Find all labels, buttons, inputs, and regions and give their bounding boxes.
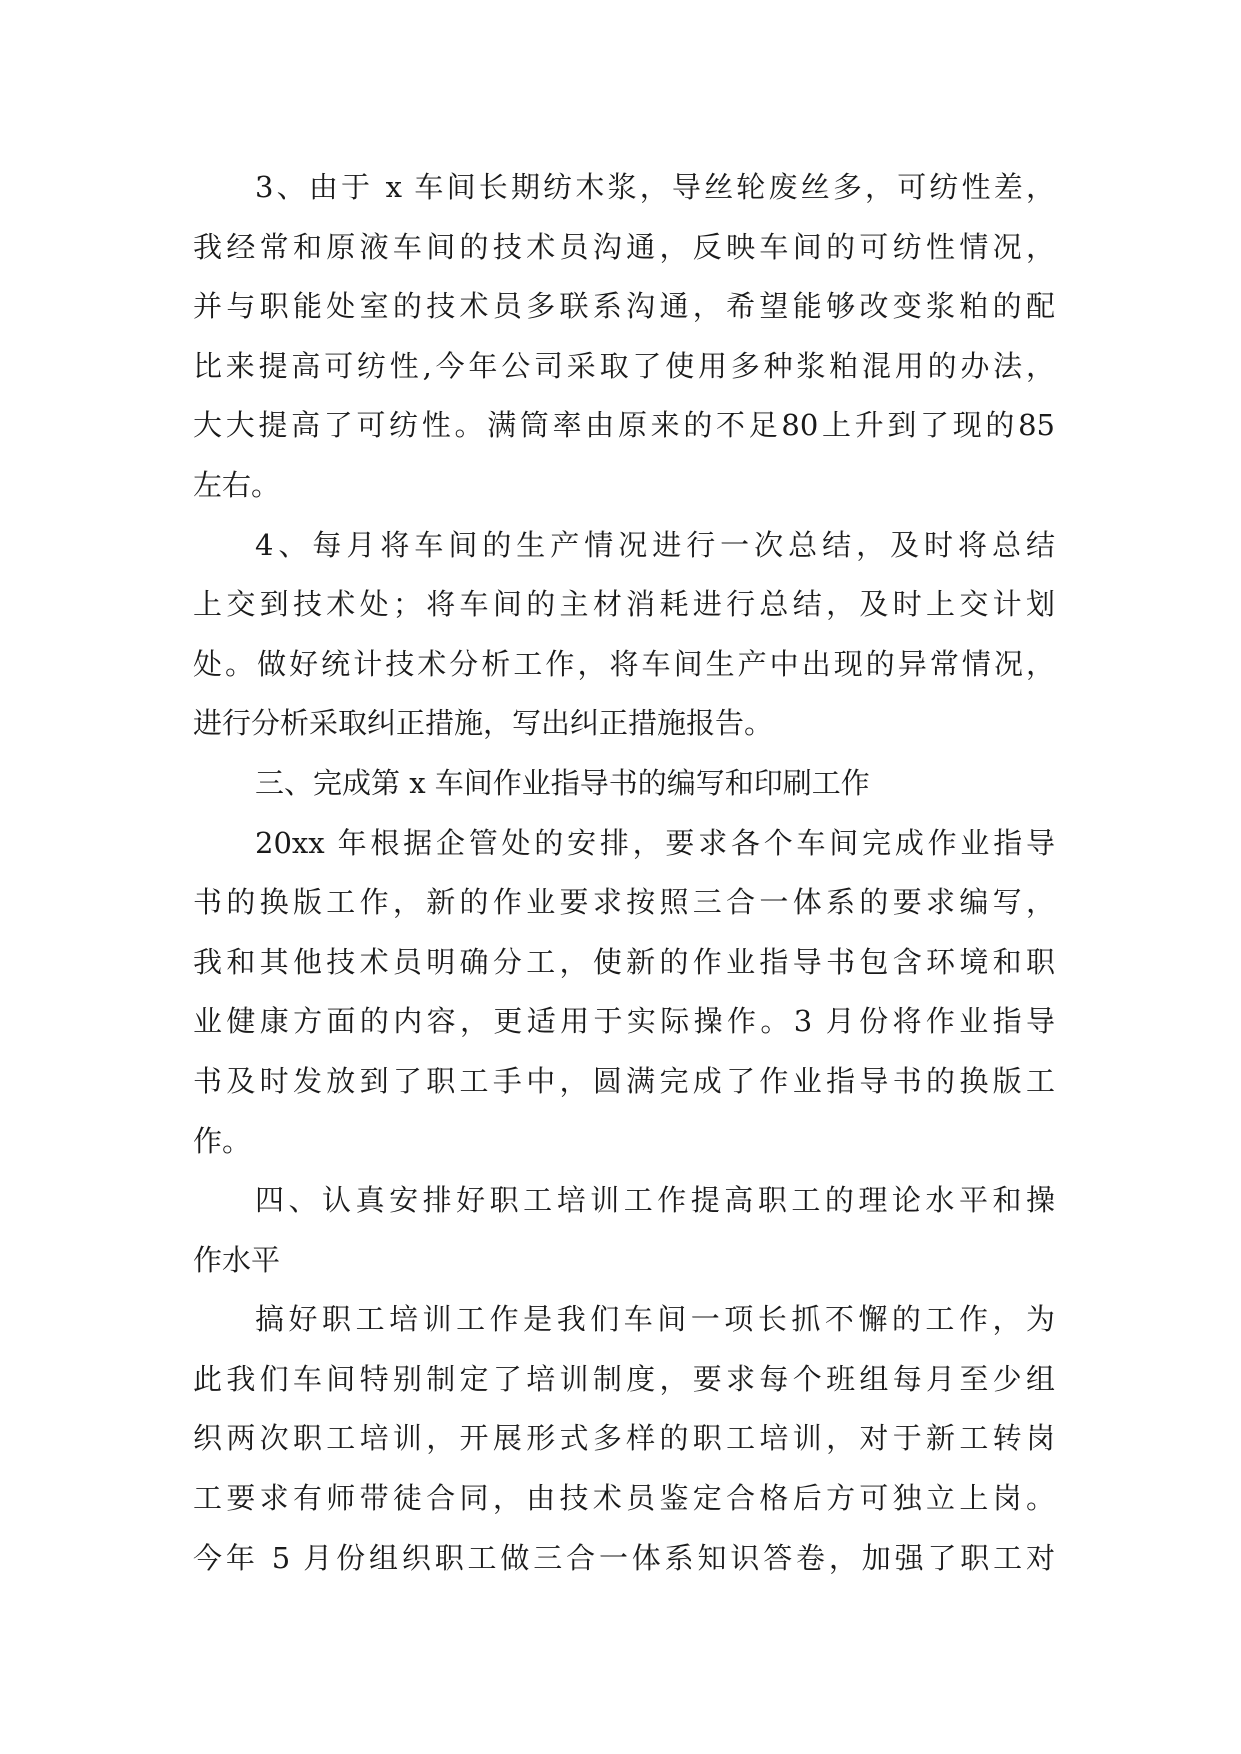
text-line: 上交到技术处；将车间的主材消耗进行总结，及时上交计划 (193, 587, 1055, 622)
text-line: 4、每月将车间的生产情况进行一次总结，及时将总结 (255, 527, 1055, 562)
text-line: 织两次职工培训，开展形式多样的职工培训，对于新工转岗 (193, 1421, 1055, 1456)
text-line: 搞好职工培训工作是我们车间一项长抓不懈的工作，为 (255, 1302, 1055, 1337)
text-line: 3、由于 x 车间长期纺木浆，导丝轮废丝多，可纺性差， (255, 170, 1055, 204)
text-line: 此我们车间特别制定了培训制度，要求每个班组每月至少组 (193, 1361, 1055, 1396)
text-line: 工要求有师带徒合同，由技术员鉴定合格后方可独立上岗。 (193, 1481, 1055, 1516)
text-line: 业健康方面的内容，更适用于实际操作。3 月份将作业指导 (193, 1004, 1055, 1039)
text-line: 我经常和原液车间的技术员沟通，反映车间的可纺性情况， (193, 229, 1055, 264)
text-line: 并与职能处室的技术员多联系沟通，希望能够改变浆粕的配 (193, 289, 1055, 324)
text-line: 我和其他技术员明确分工，使新的作业指导书包含环境和职 (193, 944, 1055, 979)
text-line: 20xx 年根据企管处的安排，要求各个车间完成作业指导 (255, 825, 1055, 860)
text-line: 今年 5 月份组织职工做三合一体系知识答卷，加强了职工对 (193, 1540, 1055, 1575)
text-line: 大大提高了可纺性。满筒率由原来的不足80上升到了现的85 (193, 408, 1055, 443)
text-line: 作水平 (193, 1242, 281, 1277)
text-line: 作。 (193, 1123, 252, 1158)
text-line: 进行分析采取纠正措施，写出纠正措施报告。 (193, 706, 774, 741)
text-line: 比来提高可纺性,今年公司采取了使用多种浆粕混用的办法， (193, 348, 1055, 383)
text-line: 四、认真安排好职工培训工作提高职工的理论水平和操 (255, 1183, 1055, 1218)
text-line: 左右。 (193, 467, 281, 502)
text-line: 三、完成第 x 车间作业指导书的编写和印刷工作 (255, 765, 870, 800)
text-line: 书及时发放到了职工手中，圆满完成了作业指导书的换版工 (193, 1063, 1055, 1098)
text-line: 书的换版工作，新的作业要求按照三合一体系的要求编写， (193, 885, 1055, 920)
document-body (193, 158, 1055, 1588)
text-line: 处。做好统计技术分析工作，将车间生产中出现的异常情况， (193, 646, 1055, 681)
